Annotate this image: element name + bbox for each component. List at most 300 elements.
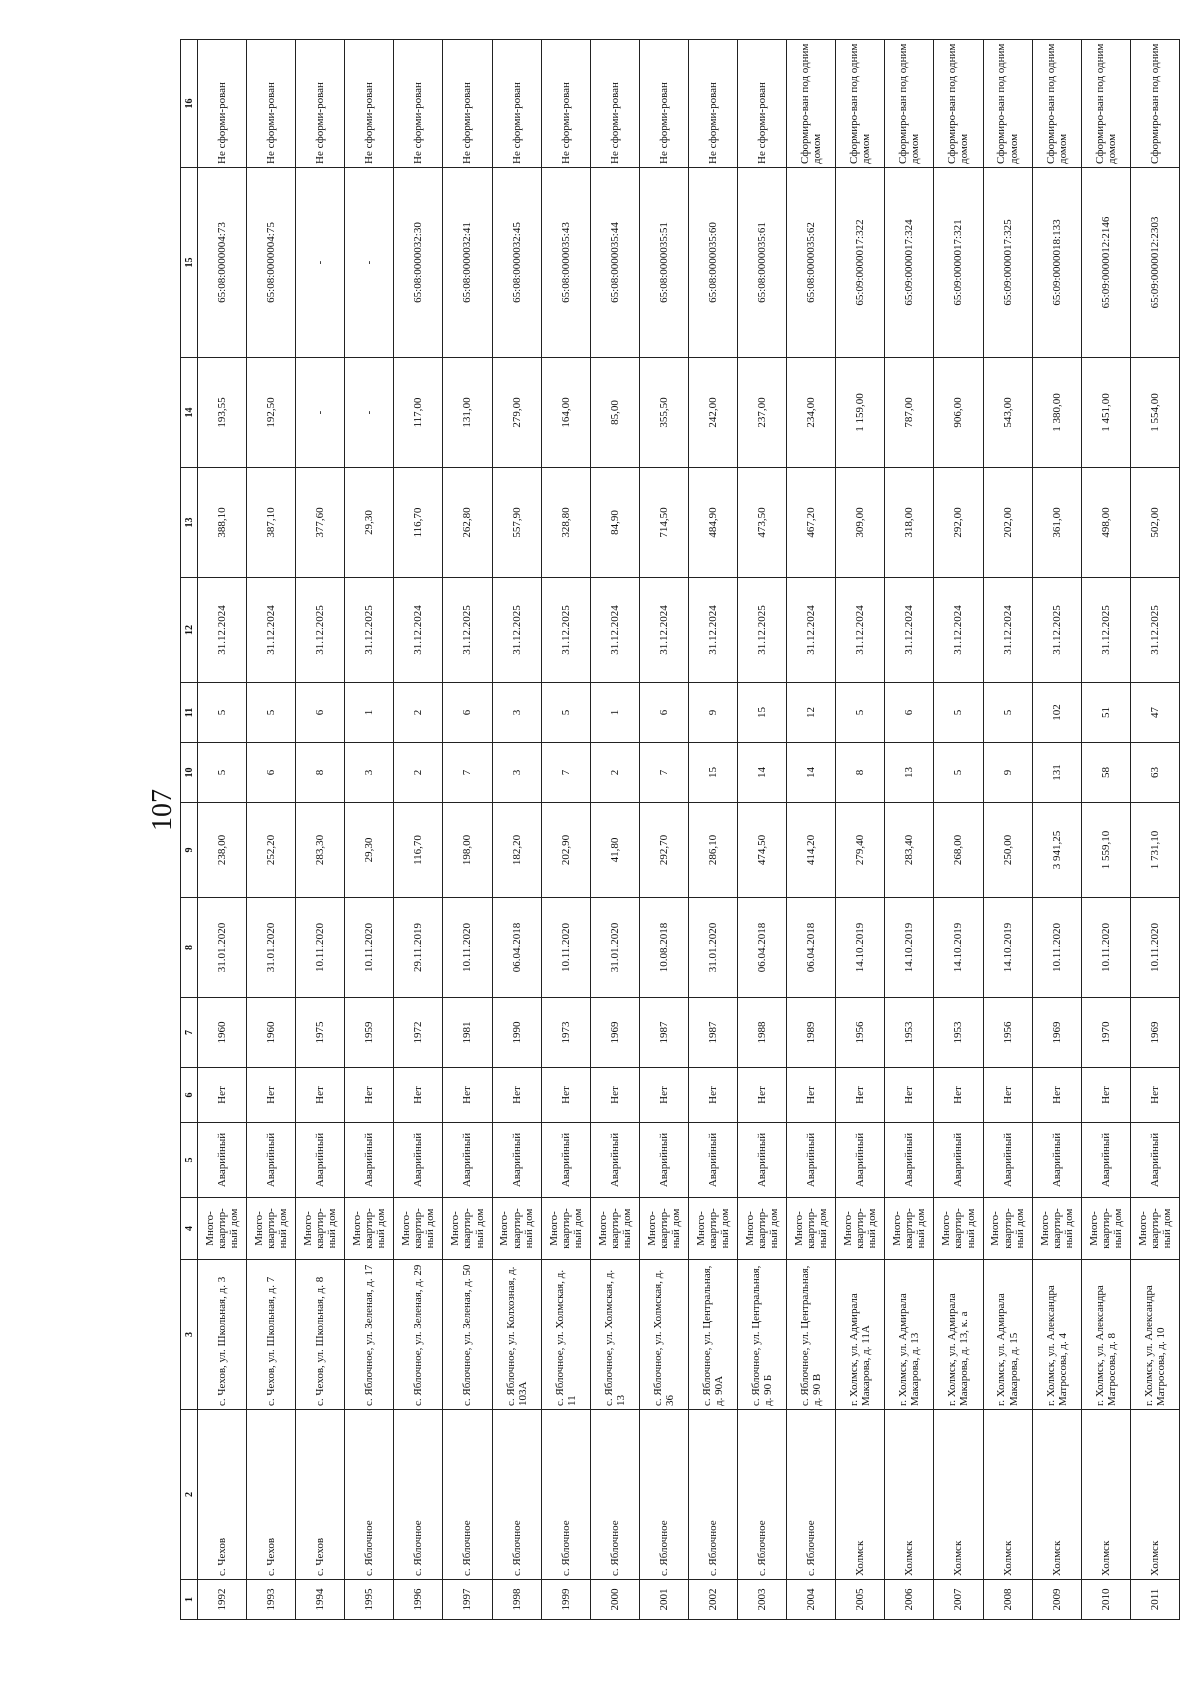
cell-col-10: 3	[345, 743, 394, 803]
cell-col-15: 65:08:0000035:62	[787, 168, 836, 358]
cell-col-14: 543,00	[983, 358, 1032, 468]
table-row	[443, 40, 492, 1620]
cell-col-2: с. Яблочное	[541, 1410, 590, 1580]
cell-col-11: 5	[836, 683, 885, 743]
column-header-13: 13	[181, 468, 198, 578]
cell-col-5: Аварийный	[1081, 1123, 1130, 1198]
table-row	[296, 40, 345, 1620]
cell-col-6: Нет	[1130, 1068, 1179, 1123]
cell-col-14: 1 451,00	[1081, 358, 1130, 468]
cell-col-9: 198,00	[443, 803, 492, 898]
cell-col-14: 906,00	[934, 358, 983, 468]
cell-col-14: -	[345, 358, 394, 468]
cell-col-16: Сформиро-ван под одним домом	[1081, 40, 1130, 168]
cell-col-12: 31.12.2024	[934, 578, 983, 683]
cell-col-5: Аварийный	[345, 1123, 394, 1198]
cell-col-6: Нет	[198, 1068, 247, 1123]
cell-col-3: г. Холмск, ул. Адмирала Макарова, д. 15	[983, 1260, 1032, 1410]
column-header-10: 10	[181, 743, 198, 803]
cell-col-1: 1996	[394, 1580, 443, 1620]
cell-col-3: с. Яблочное, ул. Холмская, д. 36	[639, 1260, 688, 1410]
cell-col-2: с. Яблочное	[345, 1410, 394, 1580]
cell-col-13: 498,00	[1081, 468, 1130, 578]
cell-col-1: 2006	[885, 1580, 934, 1620]
cell-col-13: 292,00	[934, 468, 983, 578]
column-header-12: 12	[181, 578, 198, 683]
cell-col-1: 2009	[1032, 1580, 1081, 1620]
table-row	[983, 40, 1032, 1620]
cell-col-9: 414,20	[787, 803, 836, 898]
cell-col-3: с. Яблочное, ул. Центральная, д. 90 В	[787, 1260, 836, 1410]
cell-col-2: с. Яблочное	[492, 1410, 541, 1580]
cell-col-7: 1959	[345, 998, 394, 1068]
cell-col-15: 65:09:0000012:2146	[1081, 168, 1130, 358]
cell-col-6: Нет	[983, 1068, 1032, 1123]
cell-col-16: Сформиро-ван под одним домом	[1032, 40, 1081, 168]
cell-col-5: Аварийный	[1130, 1123, 1179, 1198]
cell-col-11: 47	[1130, 683, 1179, 743]
cell-col-14: 242,00	[688, 358, 737, 468]
cell-col-8: 10.11.2020	[296, 898, 345, 998]
cell-col-13: 557,90	[492, 468, 541, 578]
cell-col-13: 309,00	[836, 468, 885, 578]
cell-col-1: 2008	[983, 1580, 1032, 1620]
table-row	[934, 40, 983, 1620]
cell-col-12: 31.12.2025	[345, 578, 394, 683]
cell-col-12: 31.12.2024	[590, 578, 639, 683]
cell-col-11: 15	[738, 683, 787, 743]
cell-col-6: Нет	[492, 1068, 541, 1123]
cell-col-7: 1989	[787, 998, 836, 1068]
cell-col-3: г. Холмск, ул. Александра Матросова, д. 10	[1130, 1260, 1179, 1410]
cell-col-6: Нет	[639, 1068, 688, 1123]
cell-col-6: Нет	[885, 1068, 934, 1123]
column-header-11: 11	[181, 683, 198, 743]
cell-col-12: 31.12.2024	[836, 578, 885, 683]
cell-col-13: 361,00	[1032, 468, 1081, 578]
cell-col-16: Сформиро-ван под одним домом	[836, 40, 885, 168]
cell-col-16: Сформиро-ван под одним домом	[787, 40, 836, 168]
cell-col-16: Не сформи-рован	[198, 40, 247, 168]
cell-col-3: с. Чехов, ул. Школьная, д. 7	[247, 1260, 296, 1410]
cell-col-15: 65:08:0000035:61	[738, 168, 787, 358]
cell-col-9: 252,20	[247, 803, 296, 898]
cell-col-16: Не сформи-рован	[443, 40, 492, 168]
table-row	[541, 40, 590, 1620]
cell-col-1: 1997	[443, 1580, 492, 1620]
cell-col-4: Много-квартир-ный дом	[198, 1198, 247, 1260]
cell-col-14: -	[296, 358, 345, 468]
cell-col-11: 5	[541, 683, 590, 743]
cell-col-8: 29.11.2019	[394, 898, 443, 998]
table-row	[787, 40, 836, 1620]
cell-col-6: Нет	[688, 1068, 737, 1123]
cell-col-9: 283,30	[296, 803, 345, 898]
cell-col-8: 10.11.2020	[1081, 898, 1130, 998]
column-header-14: 14	[181, 358, 198, 468]
cell-col-15: 65:08:0000035:44	[590, 168, 639, 358]
cell-col-9: 3 941,25	[1032, 803, 1081, 898]
cell-col-10: 9	[983, 743, 1032, 803]
cell-col-4: Много-квартир-ный дом	[443, 1198, 492, 1260]
cell-col-13: 328,80	[541, 468, 590, 578]
cell-col-12: 31.12.2025	[1081, 578, 1130, 683]
cell-col-3: с. Чехов, ул. Школьная, д. 8	[296, 1260, 345, 1410]
cell-col-13: 116,70	[394, 468, 443, 578]
cell-col-1: 2007	[934, 1580, 983, 1620]
cell-col-15: 65:09:0000017:324	[885, 168, 934, 358]
column-header-15: 15	[181, 168, 198, 358]
cell-col-16: Не сформи-рован	[688, 40, 737, 168]
cell-col-14: 234,00	[787, 358, 836, 468]
cell-col-12: 31.12.2025	[492, 578, 541, 683]
cell-col-2: с. Яблочное	[738, 1410, 787, 1580]
cell-col-11: 102	[1032, 683, 1081, 743]
cell-col-5: Аварийный	[492, 1123, 541, 1198]
cell-col-15: 65:08:0000035:43	[541, 168, 590, 358]
cell-col-16: Не сформи-рован	[639, 40, 688, 168]
cell-col-3: г. Холмск, ул. Адмирала Макарова, д. 11А	[836, 1260, 885, 1410]
cell-col-4: Много-квартир-ный дом	[492, 1198, 541, 1260]
cell-col-8: 06.04.2018	[738, 898, 787, 998]
cell-col-10: 7	[639, 743, 688, 803]
column-header-9: 9	[181, 803, 198, 898]
cell-col-5: Аварийный	[787, 1123, 836, 1198]
cell-col-15: 65:08:0000032:30	[394, 168, 443, 358]
cell-col-5: Аварийный	[247, 1123, 296, 1198]
cell-col-4: Много-квартир-ный дом	[1130, 1198, 1179, 1260]
cell-col-8: 14.10.2019	[983, 898, 1032, 998]
cell-col-9: 116,70	[394, 803, 443, 898]
cell-col-12: 31.12.2025	[296, 578, 345, 683]
cell-col-10: 13	[885, 743, 934, 803]
cell-col-12: 31.12.2024	[247, 578, 296, 683]
cell-col-6: Нет	[394, 1068, 443, 1123]
cell-col-16: Сформиро-ван под одним	[1130, 40, 1179, 168]
table-row	[492, 40, 541, 1620]
cell-col-4: Много-квартир-ный дом	[983, 1198, 1032, 1260]
cell-col-3: г. Холмск, ул. Адмирала Макарова, д. 13	[885, 1260, 934, 1410]
cell-col-5: Аварийный	[934, 1123, 983, 1198]
rotated-table-container	[180, 40, 1180, 1620]
cell-col-8: 14.10.2019	[934, 898, 983, 998]
table-row	[1130, 40, 1179, 1620]
cell-col-14: 279,00	[492, 358, 541, 468]
cell-col-15: 65:09:0000017:321	[934, 168, 983, 358]
cell-col-10: 6	[247, 743, 296, 803]
cell-col-7: 1988	[738, 998, 787, 1068]
cell-col-10: 7	[541, 743, 590, 803]
cell-col-1: 2000	[590, 1580, 639, 1620]
cell-col-3: с. Яблочное, ул. Центральная, д. 90 Б	[738, 1260, 787, 1410]
table-row	[1081, 40, 1130, 1620]
cell-col-2: с. Яблочное	[787, 1410, 836, 1580]
cell-col-3: с. Чехов, ул. Школьная, д. 3	[198, 1260, 247, 1410]
cell-col-14: 787,00	[885, 358, 934, 468]
cell-col-8: 06.04.2018	[787, 898, 836, 998]
cell-col-7: 1953	[934, 998, 983, 1068]
cell-col-6: Нет	[1032, 1068, 1081, 1123]
cell-col-15: -	[296, 168, 345, 358]
cell-col-11: 5	[934, 683, 983, 743]
cell-col-6: Нет	[247, 1068, 296, 1123]
cell-col-8: 31.01.2020	[688, 898, 737, 998]
cell-col-9: 250,00	[983, 803, 1032, 898]
cell-col-3: с. Яблочное, ул. Колхозная, д. 103А	[492, 1260, 541, 1410]
cell-col-2: с. Яблочное	[688, 1410, 737, 1580]
cell-col-6: Нет	[787, 1068, 836, 1123]
cell-col-16: Не сформи-рован	[541, 40, 590, 168]
cell-col-1: 1992	[198, 1580, 247, 1620]
cell-col-15: 65:08:0000004:75	[247, 168, 296, 358]
cell-col-14: 117,00	[394, 358, 443, 468]
cell-col-10: 8	[296, 743, 345, 803]
cell-col-5: Аварийный	[198, 1123, 247, 1198]
cell-col-5: Аварийный	[885, 1123, 934, 1198]
cell-col-10: 14	[738, 743, 787, 803]
cell-col-12: 31.12.2025	[443, 578, 492, 683]
cell-col-3: г. Холмск, ул. Александра Матросова, д. 8	[1081, 1260, 1130, 1410]
cell-col-12: 31.12.2025	[738, 578, 787, 683]
cell-col-14: 131,00	[443, 358, 492, 468]
cell-col-6: Нет	[836, 1068, 885, 1123]
table-row	[639, 40, 688, 1620]
cell-col-10: 2	[394, 743, 443, 803]
cell-col-12: 31.12.2025	[541, 578, 590, 683]
cell-col-5: Аварийный	[639, 1123, 688, 1198]
cell-col-13: 388,10	[198, 468, 247, 578]
table-row	[885, 40, 934, 1620]
cell-col-7: 1956	[836, 998, 885, 1068]
cell-col-3: с. Яблочное, ул. Зеленая, д. 50	[443, 1260, 492, 1410]
cell-col-2: Холмск	[1130, 1410, 1179, 1580]
cell-col-15: 65:08:0000032:45	[492, 168, 541, 358]
page-number: 107	[147, 789, 178, 831]
cell-col-9: 1 559,10	[1081, 803, 1130, 898]
cell-col-4: Много-квартир-ный дом	[885, 1198, 934, 1260]
cell-col-9: 1 731,10	[1130, 803, 1179, 898]
column-header-6: 6	[181, 1068, 198, 1123]
cell-col-13: 318,00	[885, 468, 934, 578]
cell-col-16: Не сформи-рован	[492, 40, 541, 168]
cell-col-5: Аварийный	[983, 1123, 1032, 1198]
cell-col-11: 12	[787, 683, 836, 743]
cell-col-2: с. Чехов	[296, 1410, 345, 1580]
cell-col-1: 1998	[492, 1580, 541, 1620]
cell-col-8: 10.11.2020	[443, 898, 492, 998]
cell-col-1: 2002	[688, 1580, 737, 1620]
cell-col-1: 2005	[836, 1580, 885, 1620]
cell-col-4: Много-квартир-ный дом	[541, 1198, 590, 1260]
cell-col-4: Много-квартир-ный дом	[787, 1198, 836, 1260]
cell-col-15: 65:08:0000004:73	[198, 168, 247, 358]
cell-col-16: Не сформи-рован	[247, 40, 296, 168]
cell-col-2: с. Яблочное	[590, 1410, 639, 1580]
column-header-7: 7	[181, 998, 198, 1068]
cell-col-15: 65:09:0000012:2303	[1130, 168, 1179, 358]
cell-col-5: Аварийный	[541, 1123, 590, 1198]
cell-col-1: 1993	[247, 1580, 296, 1620]
cell-col-1: 2004	[787, 1580, 836, 1620]
cell-col-13: 467,20	[787, 468, 836, 578]
cell-col-1: 2003	[738, 1580, 787, 1620]
cell-col-15: 65:08:0000035:51	[639, 168, 688, 358]
cell-col-16: Сформиро-ван под одним домом	[934, 40, 983, 168]
cell-col-5: Аварийный	[1032, 1123, 1081, 1198]
cell-col-7: 1969	[590, 998, 639, 1068]
cell-col-4: Много-квартир-ный дом	[345, 1198, 394, 1260]
cell-col-1: 2010	[1081, 1580, 1130, 1620]
table-row	[738, 40, 787, 1620]
cell-col-10: 58	[1081, 743, 1130, 803]
cell-col-6: Нет	[541, 1068, 590, 1123]
cell-col-3: г. Холмск, ул. Адмирала Макарова, д. 13, к. а	[934, 1260, 983, 1410]
cell-col-3: г. Холмск, ул. Александра Матросова, д. 4	[1032, 1260, 1081, 1410]
cell-col-13: 484,90	[688, 468, 737, 578]
cell-col-15: -	[345, 168, 394, 358]
cell-col-9: 29,30	[345, 803, 394, 898]
cell-col-11: 5	[983, 683, 1032, 743]
cell-col-13: 202,00	[983, 468, 1032, 578]
cell-col-12: 31.12.2024	[394, 578, 443, 683]
cell-col-13: 502,00	[1130, 468, 1179, 578]
cell-col-2: Холмск	[983, 1410, 1032, 1580]
cell-col-11: 51	[1081, 683, 1130, 743]
cell-col-16: Не сформи-рован	[345, 40, 394, 168]
cell-col-9: 238,00	[198, 803, 247, 898]
cell-col-8: 06.04.2018	[492, 898, 541, 998]
cell-col-9: 279,40	[836, 803, 885, 898]
cell-col-10: 5	[934, 743, 983, 803]
cell-col-8: 31.01.2020	[198, 898, 247, 998]
cell-col-4: Много-квартир-ный дом	[247, 1198, 296, 1260]
cell-col-7: 1975	[296, 998, 345, 1068]
cell-col-12: 31.12.2024	[787, 578, 836, 683]
cell-col-3: с. Яблочное, ул. Зеленая, д. 29	[394, 1260, 443, 1410]
cell-col-11: 5	[247, 683, 296, 743]
cell-col-9: 283,40	[885, 803, 934, 898]
cell-col-8: 31.01.2020	[247, 898, 296, 998]
cell-col-5: Аварийный	[296, 1123, 345, 1198]
cell-col-14: 85,00	[590, 358, 639, 468]
cell-col-12: 31.12.2024	[639, 578, 688, 683]
cell-col-14: 1 380,00	[1032, 358, 1081, 468]
cell-col-9: 286,10	[688, 803, 737, 898]
column-header-5: 5	[181, 1123, 198, 1198]
column-header-2: 2	[181, 1410, 198, 1580]
cell-col-8: 10.08.2018	[639, 898, 688, 998]
cell-col-10: 63	[1130, 743, 1179, 803]
cell-col-15: 65:09:0000018:133	[1032, 168, 1081, 358]
cell-col-7: 1973	[541, 998, 590, 1068]
cell-col-12: 31.12.2025	[1032, 578, 1081, 683]
cell-col-10: 7	[443, 743, 492, 803]
cell-col-6: Нет	[934, 1068, 983, 1123]
cell-col-1: 2001	[639, 1580, 688, 1620]
cell-col-5: Аварийный	[443, 1123, 492, 1198]
cell-col-3: с. Яблочное, ул. Центральная, д. 90А	[688, 1260, 737, 1410]
cell-col-11: 6	[885, 683, 934, 743]
table-row	[688, 40, 737, 1620]
table-row	[1032, 40, 1081, 1620]
cell-col-14: 193,55	[198, 358, 247, 468]
cell-col-3: с. Яблочное, ул. Холмская, д. 13	[590, 1260, 639, 1410]
cell-col-7: 1960	[198, 998, 247, 1068]
cell-col-13: 84,90	[590, 468, 639, 578]
cell-col-10: 3	[492, 743, 541, 803]
cell-col-7: 1987	[688, 998, 737, 1068]
cell-col-5: Аварийный	[738, 1123, 787, 1198]
cell-col-12: 31.12.2024	[885, 578, 934, 683]
cell-col-13: 29,30	[345, 468, 394, 578]
cell-col-16: Не сформи-рован	[738, 40, 787, 168]
cell-col-6: Нет	[345, 1068, 394, 1123]
cell-col-9: 41,80	[590, 803, 639, 898]
cell-col-16: Сформиро-ван под одним домом	[983, 40, 1032, 168]
column-header-4: 4	[181, 1198, 198, 1260]
cell-col-11: 1	[345, 683, 394, 743]
cell-col-1: 1994	[296, 1580, 345, 1620]
table-row	[836, 40, 885, 1620]
cell-col-10: 131	[1032, 743, 1081, 803]
cell-col-2: Холмск	[1032, 1410, 1081, 1580]
cell-col-3: с. Яблочное, ул. Холмская, д. 11	[541, 1260, 590, 1410]
cell-col-14: 1 159,00	[836, 358, 885, 468]
cell-col-4: Много-квартир-ный дом	[296, 1198, 345, 1260]
cell-col-16: Не сформи-рован	[590, 40, 639, 168]
cell-col-4: Много-квартир-ный дом	[590, 1198, 639, 1260]
cell-col-1: 1999	[541, 1580, 590, 1620]
cell-col-14: 355,50	[639, 358, 688, 468]
column-header-16: 16	[181, 40, 198, 168]
cell-col-12: 31.12.2024	[688, 578, 737, 683]
table-row	[394, 40, 443, 1620]
cell-col-3: с. Яблочное, ул. Зеленая, д. 17	[345, 1260, 394, 1410]
cell-col-8: 10.11.2020	[541, 898, 590, 998]
cell-col-7: 1953	[885, 998, 934, 1068]
cell-col-13: 387,10	[247, 468, 296, 578]
cell-col-4: Много-квартир-ный дом	[836, 1198, 885, 1260]
table-row	[247, 40, 296, 1620]
cell-col-7: 1987	[639, 998, 688, 1068]
cell-col-4: Много-квартир-ный дом	[1081, 1198, 1130, 1260]
cell-col-4: Много-квартир-ный дом	[688, 1198, 737, 1260]
cell-col-7: 1956	[983, 998, 1032, 1068]
cell-col-9: 474,50	[738, 803, 787, 898]
cell-col-2: с. Чехов	[247, 1410, 296, 1580]
cell-col-7: 1970	[1081, 998, 1130, 1068]
cell-col-5: Аварийный	[836, 1123, 885, 1198]
cell-col-2: с. Чехов	[198, 1410, 247, 1580]
cell-col-2: Холмск	[1081, 1410, 1130, 1580]
cell-col-5: Аварийный	[590, 1123, 639, 1198]
cell-col-6: Нет	[443, 1068, 492, 1123]
cell-col-2: с. Яблочное	[394, 1410, 443, 1580]
table-row	[198, 40, 247, 1620]
cell-col-7: 1972	[394, 998, 443, 1068]
header-row	[181, 40, 198, 1620]
cell-col-4: Много-квартир-ный дом	[1032, 1198, 1081, 1260]
cell-col-11: 5	[198, 683, 247, 743]
cell-col-2: с. Яблочное	[443, 1410, 492, 1580]
cell-col-15: 65:08:0000032:41	[443, 168, 492, 358]
cell-col-11: 3	[492, 683, 541, 743]
cell-col-1: 1995	[345, 1580, 394, 1620]
cell-col-6: Нет	[590, 1068, 639, 1123]
cell-col-11: 9	[688, 683, 737, 743]
cell-col-11: 2	[394, 683, 443, 743]
cell-col-2: Холмск	[934, 1410, 983, 1580]
